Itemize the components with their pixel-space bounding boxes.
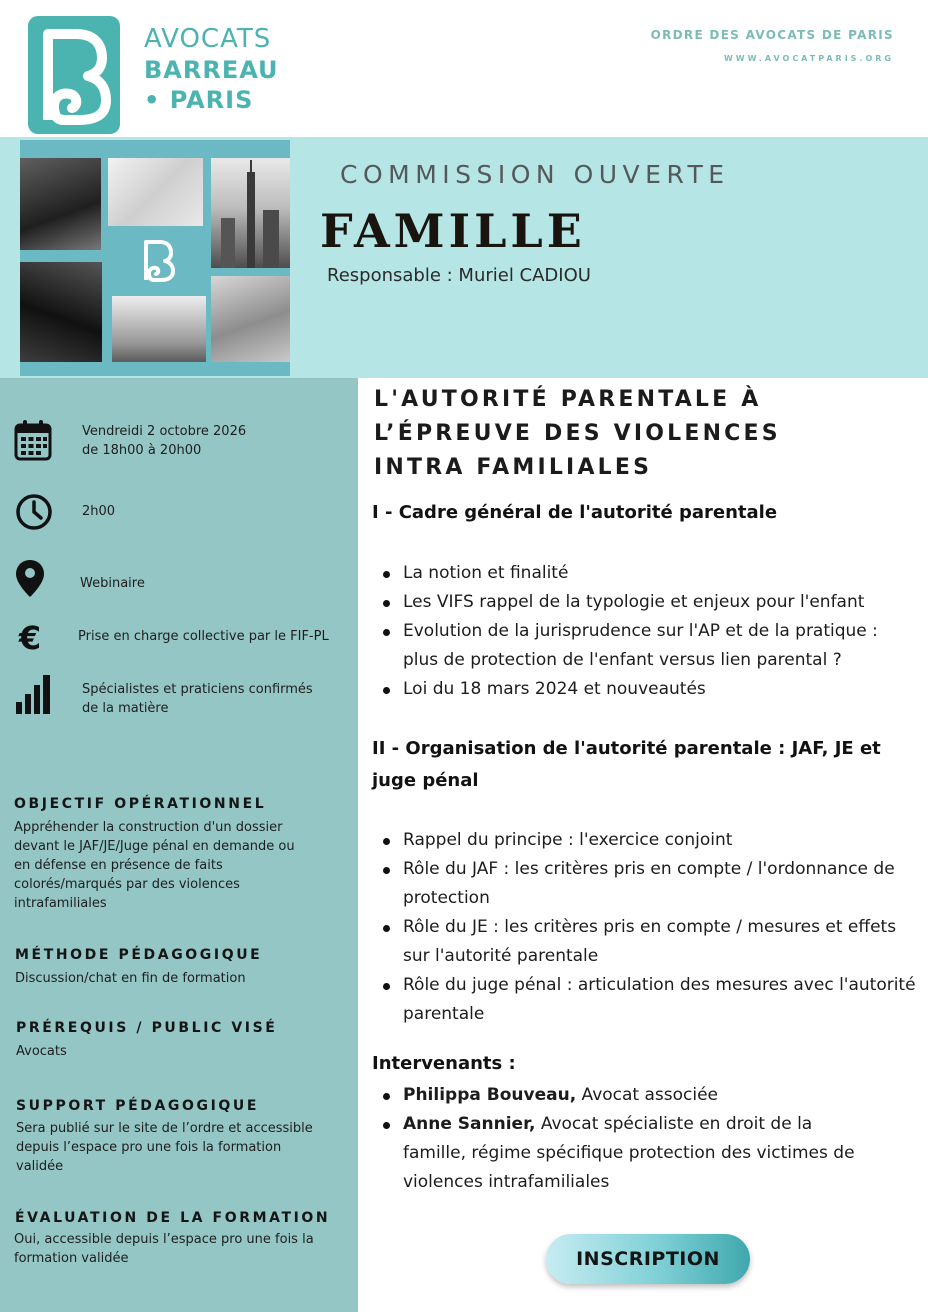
part2-title: II - Organisation de l'autorité parentale : JAF, JE et juge pénal bbox=[372, 738, 881, 791]
speakers-title: Intervenants : bbox=[372, 1053, 516, 1074]
photo-collage bbox=[20, 140, 290, 376]
photo-staircase bbox=[112, 296, 206, 362]
brand-line-avocats: AVOCATS bbox=[144, 24, 272, 54]
support-body bbox=[16, 1119, 313, 1176]
list-item: Rappel du principe : l'exercice conjoint bbox=[378, 826, 918, 855]
commission-title: FAMILLE bbox=[320, 204, 586, 258]
methode-body bbox=[15, 969, 246, 988]
list-item: Rôle du JE : les critères pris en compte / mesures et effets sur l'autorité parentale bbox=[378, 913, 918, 971]
brand-wordmark bbox=[144, 26, 279, 112]
brand-line-paris: • PARIS bbox=[144, 86, 254, 114]
event-level-line1: Spécialistes et praticiens confirmés bbox=[82, 682, 313, 697]
support-title: SUPPORT PÉDAGOGIQUE bbox=[16, 1098, 260, 1114]
methode-title: MÉTHODE PÉDAGOGIQUE bbox=[15, 947, 263, 963]
evaluation-body bbox=[14, 1230, 314, 1268]
photo-city-skyline bbox=[211, 158, 290, 268]
evaluation-line: formation validée bbox=[14, 1251, 129, 1266]
photo-child-portrait bbox=[211, 276, 290, 362]
event-level bbox=[82, 680, 313, 718]
responsable: Responsable : Muriel CADIOU bbox=[327, 265, 591, 286]
evaluation-line: Oui, accessible depuis l’espace pro une fois la bbox=[14, 1232, 314, 1247]
speaker-name: Anne Sannier, bbox=[403, 1114, 536, 1134]
list-item: Les VIFS rappel de la typologie et enjeux pour l'enfant bbox=[378, 588, 918, 617]
methode-line: Discussion/chat en fin de formation bbox=[15, 971, 246, 986]
support-line: depuis l’espace pro une fois la formation bbox=[16, 1140, 282, 1155]
brand-line-barreau: BARREAU bbox=[144, 56, 279, 84]
list-item: Rôle du juge pénal : articulation des mesures avec l'autorité parentale bbox=[378, 971, 918, 1029]
speaker-role: Avocat spécialiste en droit de la famille, régime spécifique protection des victimes de violences intrafamiliales bbox=[403, 1114, 855, 1192]
collage-logo-icon bbox=[140, 238, 176, 284]
support-line: Sera publié sur le site de l’ordre et accessible bbox=[16, 1121, 313, 1136]
part1-list bbox=[378, 559, 918, 704]
event-date-day: Vendreidi 2 octobre 2026 bbox=[82, 424, 247, 439]
objectif-line: colorés/marqués par des violences bbox=[14, 877, 240, 892]
objectif-title: OBJECTIF OPÉRATIONNEL bbox=[14, 796, 267, 812]
list-item: Evolution de la jurisprudence sur l'AP et de la pratique : plus de protection de l'enfant versus lien parental ? bbox=[378, 617, 918, 675]
order-name: ORDRE DES AVOCATS DE PARIS bbox=[650, 28, 894, 42]
part2-list bbox=[378, 826, 918, 1029]
event-date bbox=[82, 422, 246, 460]
support-line: validée bbox=[16, 1159, 64, 1174]
photo-mother-child bbox=[20, 262, 102, 362]
commission-label: COMMISSION OUVERTE bbox=[340, 160, 730, 189]
evaluation-title: ÉVALUATION DE LA FORMATION bbox=[15, 1210, 331, 1226]
calendar-icon bbox=[13, 418, 53, 462]
speakers-list bbox=[378, 1081, 878, 1197]
speaker-name: Philippa Bouveau, bbox=[403, 1085, 577, 1105]
event-duration: 2h00 bbox=[82, 504, 116, 519]
speaker-role: Avocat associée bbox=[576, 1085, 719, 1105]
map-pin-icon bbox=[10, 556, 50, 600]
prerequis-line: Avocats bbox=[16, 1044, 67, 1059]
clock-icon bbox=[14, 490, 54, 534]
part1-title: I - Cadre général de l'autorité parentale bbox=[372, 502, 778, 523]
objectif-line: devant le JAF/JE/Juge pénal en demande ou bbox=[14, 839, 295, 854]
event-date-time: de 18h00 à 20h00 bbox=[82, 443, 202, 458]
speaker-item bbox=[378, 1110, 878, 1197]
sidebar bbox=[0, 378, 358, 1312]
event-level-line2: de la matière bbox=[82, 701, 169, 716]
photo-ornament bbox=[108, 158, 203, 226]
event-location: Webinaire bbox=[80, 576, 145, 591]
order-url-link[interactable]: WWW.AVOCATPARIS.ORG bbox=[723, 54, 894, 63]
prerequis-body bbox=[16, 1042, 67, 1061]
objectif-line: Appréhender la construction d'un dossier bbox=[14, 820, 283, 835]
photo-family-group bbox=[20, 158, 101, 250]
training-title bbox=[374, 383, 894, 485]
objectif-body bbox=[14, 818, 295, 913]
event-funding: Prise en charge collective par le FIF-PL bbox=[78, 629, 329, 644]
signal-bars-icon bbox=[13, 672, 53, 716]
inscription-button[interactable]: INSCRIPTION bbox=[546, 1234, 750, 1284]
training-title-line: L’ÉPREUVE DES VIOLENCES bbox=[374, 421, 781, 446]
training-title-line: L'AUTORITÉ PARENTALE À bbox=[374, 387, 762, 412]
objectif-line: intrafamiliales bbox=[14, 896, 107, 911]
objectif-line: en défense en présence de faits bbox=[14, 858, 223, 873]
prerequis-title: PRÉREQUIS / PUBLIC VISÉ bbox=[16, 1020, 278, 1036]
list-item: Rôle du JAF : les critères pris en compte / l'ordonnance de protection bbox=[378, 855, 918, 913]
brand-logo-mark bbox=[28, 16, 120, 134]
list-item: La notion et finalité bbox=[378, 559, 918, 588]
euro-icon: € bbox=[18, 619, 42, 657]
training-title-line: INTRA FAMILIALES bbox=[374, 455, 653, 480]
list-item: Loi du 18 mars 2024 et nouveautés bbox=[378, 675, 918, 704]
speaker-item bbox=[378, 1081, 878, 1110]
